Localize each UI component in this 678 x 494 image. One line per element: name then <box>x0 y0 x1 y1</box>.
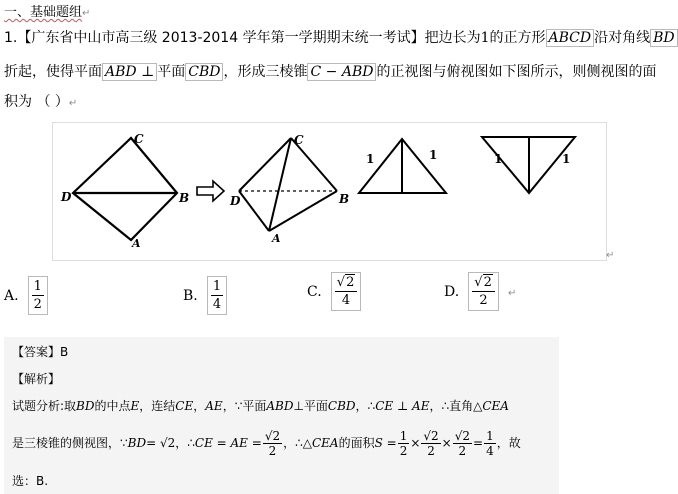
side-length: 1 <box>480 30 490 46</box>
bd-value: = √2 <box>146 436 176 450</box>
question-text: 沿对角线 <box>594 30 651 46</box>
point-e: E <box>130 399 140 413</box>
seg-bd: BD <box>76 399 95 413</box>
label-a-right: A <box>272 232 281 245</box>
plane-perp-box <box>102 63 157 81</box>
seg-ae: AE <box>205 399 223 413</box>
label-a-left: A <box>132 237 141 250</box>
frac-den: 2 <box>268 444 277 458</box>
question-line-1 <box>4 28 678 48</box>
choice-c <box>307 272 361 311</box>
analysis-line-3: 选：B. <box>12 474 49 488</box>
frac-root2-over-2 <box>453 429 472 458</box>
analysis-line-2 <box>12 428 521 458</box>
frac-den: 4 <box>486 444 494 458</box>
analysis-text: ，∴ <box>175 436 195 450</box>
times-symbol: × <box>441 436 452 450</box>
question-source: 【广东省中山市高三级 2013-2014 学年第一学期期末统一考试】 <box>17 30 425 46</box>
answer-label: 【答案】B <box>12 345 69 359</box>
diagonal-name: BD <box>650 29 678 47</box>
choice-a <box>4 276 48 315</box>
analysis-text: ，∴ <box>283 436 303 450</box>
choice-c-letter: C. <box>307 284 322 300</box>
seg-ce: CE <box>175 399 194 413</box>
square-name: ABCD <box>546 29 595 47</box>
label-b-left: B <box>179 191 190 205</box>
choice-c-num: √2 <box>335 274 358 292</box>
front-view-label-left: 1 <box>366 152 375 166</box>
triangle-cea: △CEA <box>473 399 509 413</box>
label-c-left: C <box>134 132 144 146</box>
question-text: 平面 <box>157 64 186 80</box>
top-view-label-left: 1 <box>494 152 503 166</box>
analysis-label: 【解析】 <box>12 372 61 386</box>
square-figure <box>73 138 177 240</box>
choice-b-den: 4 <box>212 297 222 312</box>
question-number: 1. <box>4 30 18 46</box>
analysis-text: ，∴直角 <box>429 399 474 413</box>
analysis-text: 的中点 <box>94 399 131 413</box>
choice-a-letter: A. <box>4 288 19 304</box>
analysis-text: 是三棱锥的侧视图，∵ <box>12 436 128 450</box>
choice-d <box>444 272 516 311</box>
return-mark-icon: ↵ <box>82 8 91 19</box>
question-text: 积为 <box>4 94 32 110</box>
choice-a-den: 2 <box>33 297 42 312</box>
analysis-text: ⊥平面 <box>293 399 328 413</box>
figure-svg <box>53 123 606 260</box>
label-c-right: C <box>294 133 304 147</box>
choice-d-radicand: 2 <box>483 275 492 290</box>
plane-cbd: CBD <box>327 399 356 413</box>
question-text: 的正视图与俯视图如下图所示，则侧视图的面 <box>376 64 657 80</box>
answer-blank: （ ） <box>36 94 69 110</box>
question-line-3 <box>4 92 77 114</box>
label-d-left: D <box>61 190 72 204</box>
frac-num: 1 <box>399 429 408 443</box>
square-outline <box>73 138 177 240</box>
perp-symbol: ⊥ <box>141 64 155 80</box>
return-mark-icon: ↵ <box>68 98 78 109</box>
frac-num: √2 <box>264 429 281 443</box>
pyramid-name: C − ABD <box>307 63 376 81</box>
choice-b-num: 1 <box>212 279 222 294</box>
section-title <box>4 1 90 20</box>
seg-bd: BD <box>127 436 147 450</box>
fold-arrow-icon <box>197 181 224 201</box>
figure-panel <box>52 122 607 261</box>
perp-relation: CE ⊥ AE <box>375 399 430 413</box>
pyramid-figure <box>239 138 337 231</box>
choice-b-fraction <box>207 276 227 315</box>
frac-den: 2 <box>399 444 408 458</box>
choice-b-letter: B. <box>183 288 198 304</box>
analysis-text: ，故 <box>496 436 521 450</box>
choice-d-den: 2 <box>479 293 488 308</box>
label-d-right: D <box>230 194 241 208</box>
frac-num: √2 <box>423 429 439 443</box>
frac-num: 1 <box>486 429 494 443</box>
front-view-label-right: 1 <box>429 148 438 162</box>
analysis-text: ，连结 <box>139 399 176 413</box>
area-s: S = <box>374 436 397 450</box>
choice-c-fraction <box>331 272 362 311</box>
choice-d-num: √2 <box>472 274 495 292</box>
frac-den: 2 <box>458 444 467 458</box>
plane-abd: ABD <box>266 399 294 413</box>
analysis-text: 的面积 <box>338 436 375 450</box>
return-mark-icon: ↵ <box>507 288 517 299</box>
plane-abd: ABD <box>105 64 137 80</box>
analysis-line-1 <box>12 397 509 414</box>
choice-c-den: 4 <box>341 293 351 308</box>
equals-symbol: = <box>473 436 484 450</box>
question-text: ，形成三棱锥 <box>223 64 308 80</box>
choice-c-radicand: 2 <box>346 275 355 290</box>
frac-den: 2 <box>427 444 435 458</box>
choice-a-fraction <box>28 276 48 315</box>
analysis-text: ， <box>193 399 206 413</box>
analysis-text: ，∴ <box>355 399 376 413</box>
frac-root2-over-2 <box>263 429 282 458</box>
answer-box <box>4 337 559 494</box>
choice-a-num: 1 <box>33 279 42 294</box>
top-view-label-right: 1 <box>562 152 571 166</box>
label-b-right: B <box>339 192 350 206</box>
choice-b <box>183 276 227 315</box>
choice-d-fraction <box>468 272 499 311</box>
question-line-2 <box>4 62 656 82</box>
question-text: 把边长为 <box>424 30 481 46</box>
times-symbol: × <box>410 436 421 450</box>
frac-root2-over-2 <box>421 429 440 458</box>
analysis-text: 试题分析:取 <box>12 399 77 413</box>
frac-num: √2 <box>454 429 471 443</box>
choice-d-letter: D. <box>444 284 460 300</box>
section-title-text: 一、基础题组 <box>4 5 83 20</box>
triangle-cea: △CEA <box>302 436 339 450</box>
question-text: 的正方形 <box>489 30 546 46</box>
ce-ae-eq: CE = AE = <box>194 436 262 450</box>
return-mark-icon: ↵ <box>606 250 615 261</box>
question-text: 折起，使得平面 <box>4 64 102 80</box>
frac-half <box>398 429 410 458</box>
frac-quarter <box>484 429 496 458</box>
analysis-text: ，∵平面 <box>222 399 267 413</box>
plane-cbd: CBD <box>185 63 223 81</box>
